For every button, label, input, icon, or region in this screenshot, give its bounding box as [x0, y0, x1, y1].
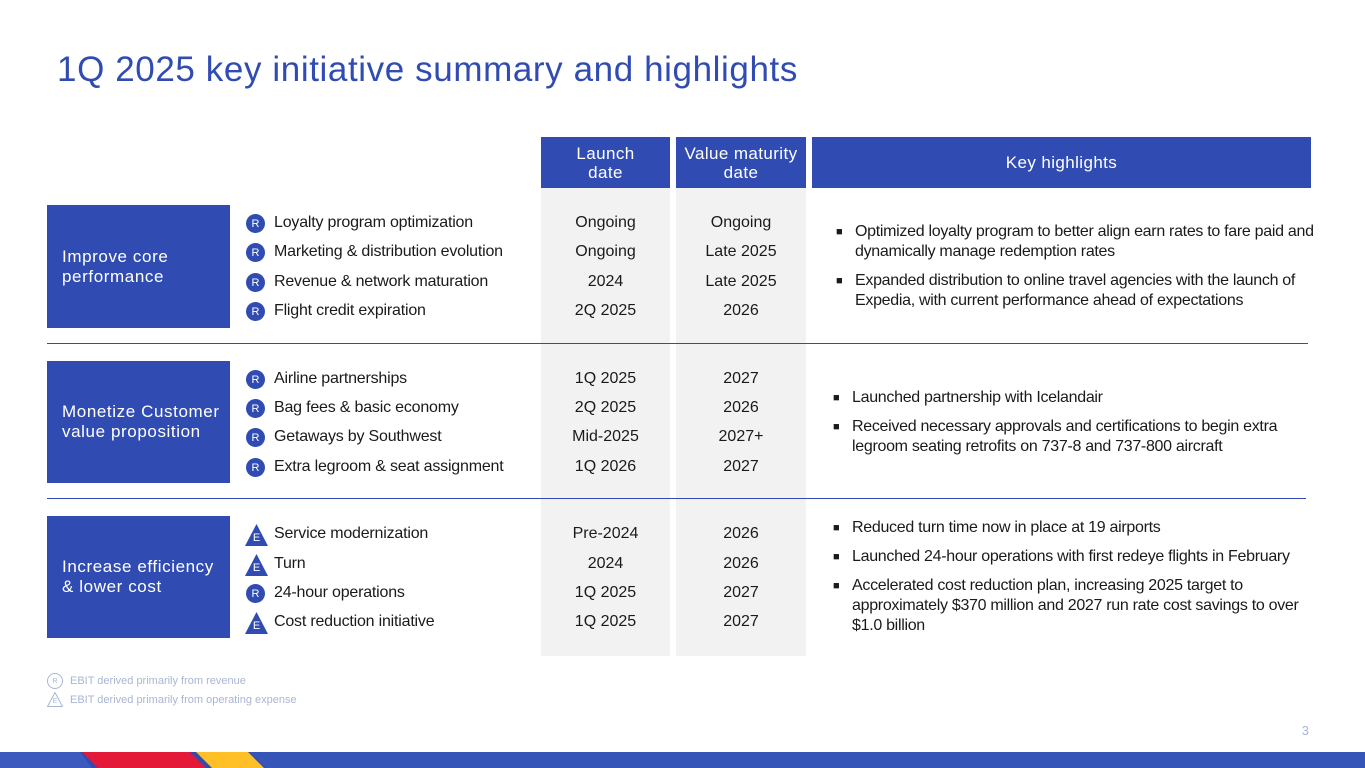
launch-date-cell: 2Q 2025	[574, 399, 637, 416]
legend-revenue-label: EBIT derived primarily from revenue	[70, 675, 246, 687]
legend-expense	[47, 692, 297, 708]
launch-date-cell: Ongoing	[575, 214, 636, 231]
highlight-item: ■ Received necessary approvals and certifications to begin extra legroom seating retrofits on 737-8 and 737-800 aircraft	[833, 418, 1278, 455]
initiative-name: Extra legroom & seat assignment	[274, 458, 504, 475]
bullet-icon: ■	[833, 522, 840, 534]
table-row	[0, 396, 820, 420]
value-maturity-cell: Ongoing	[710, 214, 772, 231]
value-maturity-cell: 2027	[723, 584, 759, 601]
group-divider	[47, 498, 1306, 499]
value-maturity-cell: Late 2025	[705, 273, 777, 290]
table-row	[0, 610, 820, 634]
revenue-badge-icon: R	[245, 457, 266, 478]
value-maturity-cell: 2027+	[718, 428, 764, 445]
launch-date-cell: 1Q 2026	[574, 458, 637, 475]
value-maturity-cell: 2026	[723, 555, 759, 572]
value-maturity-cell: 2027	[723, 458, 759, 475]
table-row	[0, 581, 820, 605]
launch-date-cell: Ongoing	[575, 243, 636, 260]
category-label: Increase efficiency & lower cost	[62, 557, 214, 596]
initiative-name: Loyalty program optimization	[274, 214, 473, 231]
revenue-badge-icon: R	[245, 398, 266, 419]
highlights-monetize	[830, 388, 1320, 466]
table-row	[0, 299, 820, 323]
bullet-icon: ■	[833, 392, 840, 404]
launch-date-cell: Pre-2024	[572, 525, 639, 542]
table-row	[0, 455, 820, 479]
key-highlights-header-label: Key highlights	[1005, 153, 1118, 172]
launch-date-header	[541, 137, 670, 188]
initiative-name: Flight credit expiration	[274, 302, 426, 319]
revenue-badge-icon: R	[245, 242, 266, 263]
launch-date-cell: 2024	[587, 555, 624, 572]
launch-date-cell: 2Q 2025	[574, 302, 637, 319]
value-maturity-cell: 2026	[723, 525, 759, 542]
launch-date-header-label: Launch date	[576, 143, 635, 182]
group-divider	[47, 343, 1308, 344]
initiative-name: Bag fees & basic economy	[274, 399, 459, 416]
launch-date-cell: 1Q 2025	[574, 584, 637, 601]
table-row	[0, 270, 820, 294]
launch-date-cell: Mid-2025	[572, 428, 639, 445]
expense-badge-icon: E	[245, 554, 266, 575]
revenue-badge-icon: R	[245, 272, 266, 293]
highlight-item: ■ Launched partnership with Icelandair	[833, 389, 1103, 406]
legend-expense-label: EBIT derived primarily from operating expense	[70, 694, 297, 706]
initiative-name: Turn	[274, 555, 306, 572]
table-row	[0, 522, 820, 546]
bullet-icon: ■	[833, 580, 840, 592]
value-maturity-cell: 2026	[723, 399, 759, 416]
launch-date-cell: 1Q 2025	[574, 613, 637, 630]
value-maturity-cell: 2026	[723, 302, 759, 319]
revenue-badge-icon: R	[245, 427, 266, 448]
highlight-item: ■ Reduced turn time now in place at 19 airports	[833, 519, 1161, 536]
key-highlights-header	[812, 137, 1311, 188]
value-maturity-cell: Late 2025	[705, 243, 777, 260]
expense-badge-icon: E	[245, 524, 266, 545]
highlight-item: ■ Expanded distribution to online travel agencies with the launch of Expedia, with current performance ahead of expectations	[836, 272, 1296, 309]
page-number: 3	[1301, 723, 1309, 738]
highlights-increase-efficiency	[830, 518, 1330, 645]
expense-badge-icon: E	[245, 612, 266, 633]
table-row	[0, 211, 820, 235]
value-maturity-header-label: Value maturity date	[684, 143, 798, 182]
revenue-legend-icon: R	[47, 673, 63, 689]
highlight-item: ■ Launched 24-hour operations with first redeye flights in February	[833, 548, 1290, 565]
revenue-badge-icon: R	[245, 213, 266, 234]
bullet-icon: ■	[833, 551, 840, 563]
table-row	[0, 552, 820, 576]
highlight-item: ■ Optimized loyalty program to better align earn rates to fare paid and dynamically manage redemption rates	[836, 223, 1314, 260]
table-row	[0, 425, 820, 449]
table-row	[0, 367, 820, 391]
expense-legend-icon: E	[47, 692, 63, 708]
category-label: Monetize Customer value proposition	[62, 402, 220, 441]
page-title: 1Q 2025 key initiative summary and highlights	[57, 50, 798, 89]
initiative-name: Service modernization	[274, 525, 429, 542]
initiative-name: Revenue & network maturation	[274, 273, 489, 290]
table-row	[0, 240, 820, 264]
highlights-improve-core	[833, 222, 1323, 320]
initiative-name: Marketing & distribution evolution	[274, 243, 503, 260]
bullet-icon: ■	[833, 421, 840, 433]
initiative-name: Airline partnerships	[274, 370, 407, 387]
launch-date-cell: 2024	[587, 273, 624, 290]
initiative-name: Getaways by Southwest	[274, 428, 442, 445]
initiative-name: 24-hour operations	[274, 584, 405, 601]
bullet-icon: ■	[836, 275, 843, 287]
highlight-item: ■ Accelerated cost reduction plan, increasing 2025 target to approximately $370 million and 2027 run rate cost savings to over $1.0 billion	[833, 577, 1299, 634]
value-maturity-cell: 2027	[723, 370, 759, 387]
revenue-badge-icon: R	[245, 301, 266, 322]
initiative-name: Cost reduction initiative	[274, 613, 435, 630]
value-maturity-header	[676, 137, 806, 188]
category-label: Improve core performance	[62, 246, 169, 286]
bullet-icon: ■	[836, 226, 843, 238]
brand-stripe	[0, 752, 1365, 768]
value-maturity-cell: 2027	[723, 613, 759, 630]
revenue-badge-icon: R	[245, 369, 266, 390]
legend-revenue	[47, 673, 246, 689]
launch-date-cell: 1Q 2025	[574, 370, 637, 387]
revenue-badge-icon: R	[245, 583, 266, 604]
